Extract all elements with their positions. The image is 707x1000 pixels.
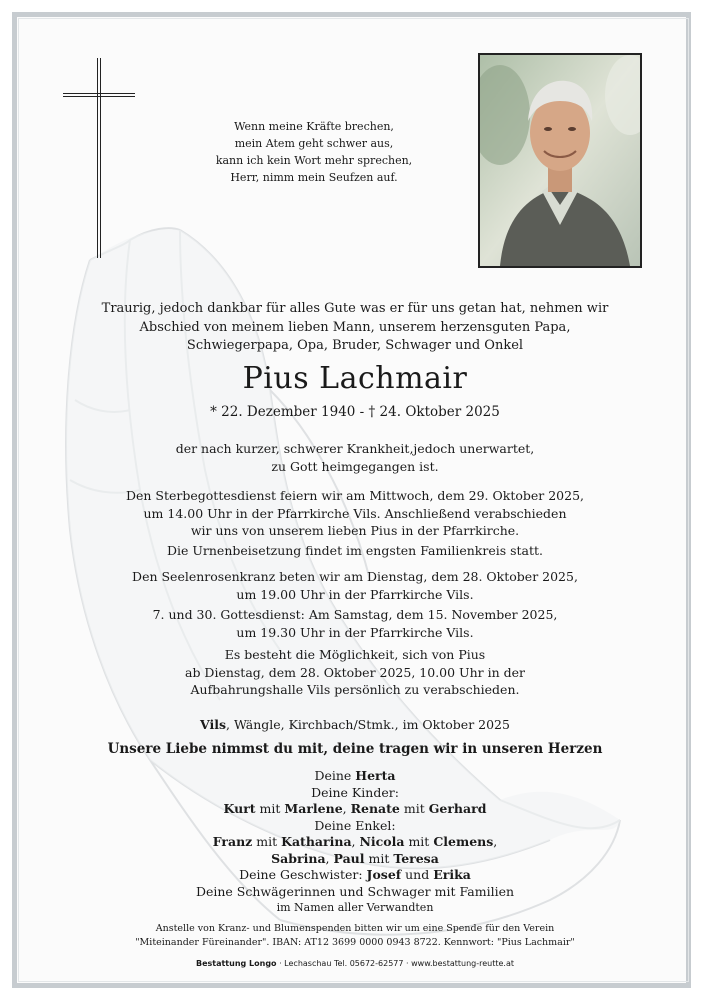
grandchildren-line	[60, 834, 650, 851]
poem-line: Herr, nimm mein Seufzen auf.	[230, 171, 398, 184]
rosary-text	[60, 568, 650, 603]
intro-line: Traurig, jedoch dankbar für alles Gute was er für uns getan hat, nehmen wir	[101, 301, 609, 316]
cross-icon	[63, 58, 135, 258]
family-member-name: Renate	[350, 801, 400, 816]
family-text: mit	[255, 801, 285, 816]
urn-burial-text: Die Urnenbeisetzung findet im engsten Familienkreis statt.	[166, 543, 544, 558]
family-member-name: Erika	[433, 867, 471, 882]
family-member-name: Kurt	[223, 801, 256, 816]
family-text: mit	[252, 834, 282, 849]
family-member-name: Franz	[212, 834, 253, 849]
family-member-name: Gerhard	[428, 801, 487, 816]
viewing-text	[60, 646, 650, 699]
funeral-service-text	[60, 487, 650, 540]
poem	[190, 118, 438, 186]
wife-name: Herta	[355, 768, 396, 783]
children-line	[60, 801, 650, 818]
passing-line: der nach kurzer, schwerer Krankheit,jedoch unerwartet,	[175, 441, 535, 456]
rosary-line: Den Seelenrosenkranz beten wir am Dienstag, dem 28. Oktober 2025,	[132, 569, 578, 584]
poem-line: kann ich kein Wort mehr sprechen,	[215, 154, 413, 167]
family-text: mit	[364, 850, 394, 866]
family-member-name: Clemens	[433, 834, 494, 849]
passing-text	[60, 440, 650, 475]
mourners-list	[60, 768, 650, 917]
family-member-name: Marlene	[284, 801, 343, 816]
children-label: Deine Kinder:	[311, 784, 399, 800]
motto: Unsere Liebe nimmst du mit, deine tragen wir in unseren Herzen	[107, 741, 603, 757]
undertaker-name: Bestattung Longo	[195, 959, 277, 968]
place-date-line	[60, 716, 650, 733]
in-laws-line: Deine Schwägerinnen und Schwager mit Familien	[195, 883, 515, 899]
service-line: wir uns von unserem lieben Pius in der Pfarrkirche.	[190, 523, 520, 538]
mass-line: um 19.30 Uhr in der Pfarrkirche Vils.	[236, 624, 474, 640]
viewing-line: ab Dienstag, dem 28. Oktober 2025, 10.00 Uhr in der	[185, 664, 525, 680]
viewing-line: Es besteht die Möglichkeit, sich von Pius	[224, 647, 486, 662]
family-text: Deine Geschwister:	[239, 867, 367, 882]
family-text: ,	[493, 834, 498, 849]
donation-line: Anstelle von Kranz- und Blumenspenden bitten wir um eine Spende für den Verein	[155, 923, 555, 934]
family-member-name: Katharina	[281, 834, 352, 849]
intro-text	[60, 300, 650, 356]
deceased-name: Pius Lachmair	[242, 361, 468, 396]
family-member-name: Teresa	[393, 850, 439, 866]
family-member-name: Paul	[333, 850, 365, 866]
family-text: ,	[342, 801, 351, 816]
service-line: Den Sterbegottesdienst feiern wir am Mittwoch, dem 29. Oktober 2025,	[125, 488, 585, 503]
undertaker-footer	[60, 958, 650, 970]
siblings-line	[60, 867, 650, 884]
family-member-name: Josef	[366, 867, 402, 882]
family-text: mit	[399, 801, 429, 816]
passing-line: zu Gott heimgegangen ist.	[271, 458, 439, 474]
family-text: und	[401, 867, 434, 882]
grandchildren-line	[60, 851, 650, 868]
grandchildren-label: Deine Enkel:	[314, 817, 396, 833]
rosary-line: um 19.00 Uhr in der Pfarrkirche Vils.	[236, 586, 474, 602]
service-line: um 14.00 Uhr in der Pfarrkirche Vils. Anschließend verabschieden	[143, 505, 567, 521]
place-name: Vils	[200, 717, 227, 732]
donation-request	[60, 922, 650, 949]
family-text: ,	[351, 834, 360, 849]
poem-line: Wenn meine Kräfte brechen,	[234, 120, 394, 133]
intro-line: Schwiegerpapa, Opa, Bruder, Schwager und Onkel	[186, 338, 524, 353]
family-text: mit	[404, 834, 434, 849]
mass-line: 7. und 30. Gottesdienst: Am Samstag, dem 15. November 2025,	[152, 607, 558, 622]
family-member-name: Sabrina	[271, 850, 326, 866]
life-dates: * 22. Dezember 1940 - † 24. Oktober 2025	[210, 404, 500, 420]
family-member-name: Nicola	[359, 834, 405, 849]
viewing-line: Aufbahrungshalle Vils persönlich zu verabschieden.	[190, 682, 520, 697]
intro-line: Abschied von meinem lieben Mann, unserem herzensguten Papa,	[139, 319, 571, 335]
portrait-photo	[478, 53, 642, 268]
wife-line	[60, 768, 650, 785]
memorial-mass-text	[60, 606, 650, 641]
family-text: ,	[325, 850, 334, 866]
portrait-image	[480, 55, 640, 266]
place-rest: , Wängle, Kirchbach/Stmk., im Oktober 2025	[226, 717, 510, 732]
donation-line: "Miteinander Füreinander". IBAN: AT12 3699 0000 0943 8722. Kennwort: "Pius Lachmair"	[135, 936, 575, 948]
wife-prefix: Deine	[314, 768, 356, 783]
poem-line: mein Atem geht schwer aus,	[234, 137, 394, 150]
relatives-line: im Namen aller Verwandten	[276, 901, 434, 914]
undertaker-details: · Lechaschau Tel. 05672-62577 · www.bestattung-reutte.at	[276, 959, 515, 968]
